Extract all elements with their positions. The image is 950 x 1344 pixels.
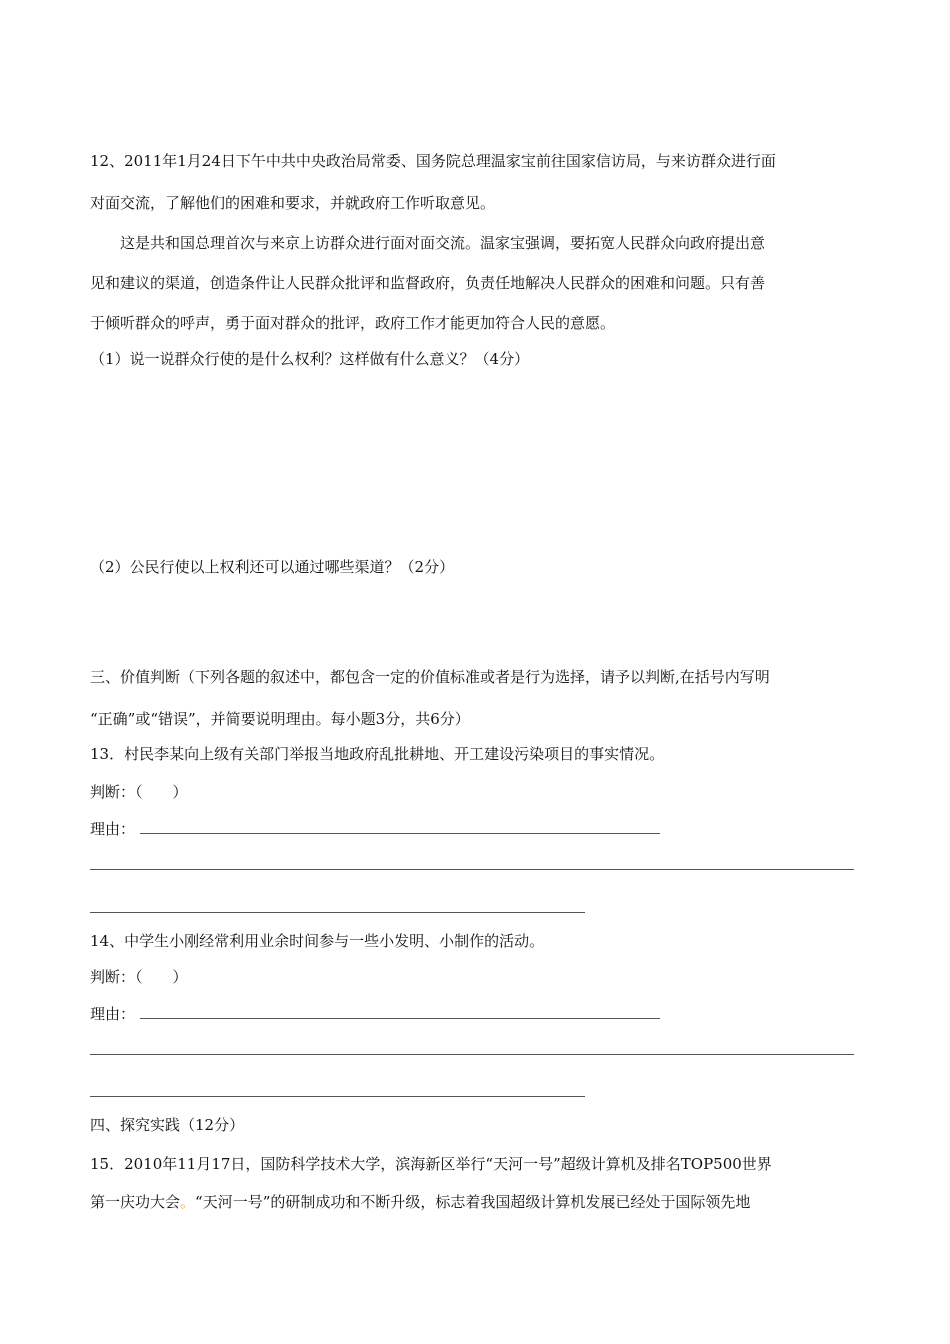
q14-answer-line-3[interactable]: [90, 1096, 585, 1097]
q14-judgement: 判断：（ ）: [90, 968, 188, 986]
q15-line-1: 15．2010年11月17日，国防科学技术大学，滨海新区举行“天河一号”超级计算机及排名TOP500世界: [90, 1155, 772, 1173]
q12-line-3: 这是共和国总理首次与来京上访群众进行面对面交流。温家宝强调，要拓宽人民群众向政府提出意: [120, 234, 766, 252]
q12-line-1: 12、2011年1月24日下午中共中央政治局常委、国务院总理温家宝前往国家信访局，与来访群众进行面: [90, 152, 776, 170]
q15-line-2: [90, 1191, 750, 1213]
q12-line-2: 对面交流，了解他们的困难和要求，并就政府工作听取意见。: [90, 194, 496, 212]
q14-answer-line-1[interactable]: [140, 1018, 660, 1019]
q13-reason-label: 理由：: [90, 820, 136, 838]
q14-answer-line-2[interactable]: [90, 1054, 854, 1055]
q13-answer-line-3[interactable]: [90, 912, 585, 913]
q13-stem: 13．村民李某向上级有关部门举报当地政府乱批耕地、开工建设污染项目的事实情况。: [90, 745, 665, 763]
q12-line-4: 见和建议的渠道，创造条件让人民群众批评和监督政府，负责任地解决人民群众的困难和问题。只有善: [90, 274, 766, 292]
q13-answer-line-2[interactable]: [90, 869, 854, 870]
q13-judgement: 判断：（ ）: [90, 783, 188, 801]
section-3-heading-line-2: “正确”或“错误”，并简要说明理由。每小题3分，共6分）: [90, 710, 470, 728]
section-4-heading: 四、探究实践（12分）: [90, 1116, 245, 1134]
q14-reason-label: 理由：: [90, 1005, 136, 1023]
q12-subquestion-2: （2）公民行使以上权利还可以通过哪些渠道？（2分）: [90, 558, 455, 576]
q12-line-5: 于倾听群众的呼声，勇于面对群众的批评，政府工作才能更加符合人民的意愿。: [90, 314, 616, 332]
q15-line-2-rest: “天河一号”的研制成功和不断升级，标志着我国超级计算机发展已经处于国际领先地: [195, 1193, 751, 1211]
q13-answer-line-1[interactable]: [140, 833, 660, 834]
q12-subquestion-1: （1）说一说群众行使的是什么权利？这样做有什么意义？（4分）: [90, 350, 530, 368]
q15-stray-mark: 。: [180, 1193, 196, 1211]
section-3-heading-line-1: 三、价值判断（下列各题的叙述中，都包含一定的价值标准或者是行为选择，请予以判断,在括号内写明: [90, 668, 770, 686]
q14-stem: 14、中学生小刚经常利用业余时间参与一些小发明、小制作的活动。: [90, 932, 545, 950]
q15-line-2-start: 第一庆功大会: [90, 1193, 181, 1211]
